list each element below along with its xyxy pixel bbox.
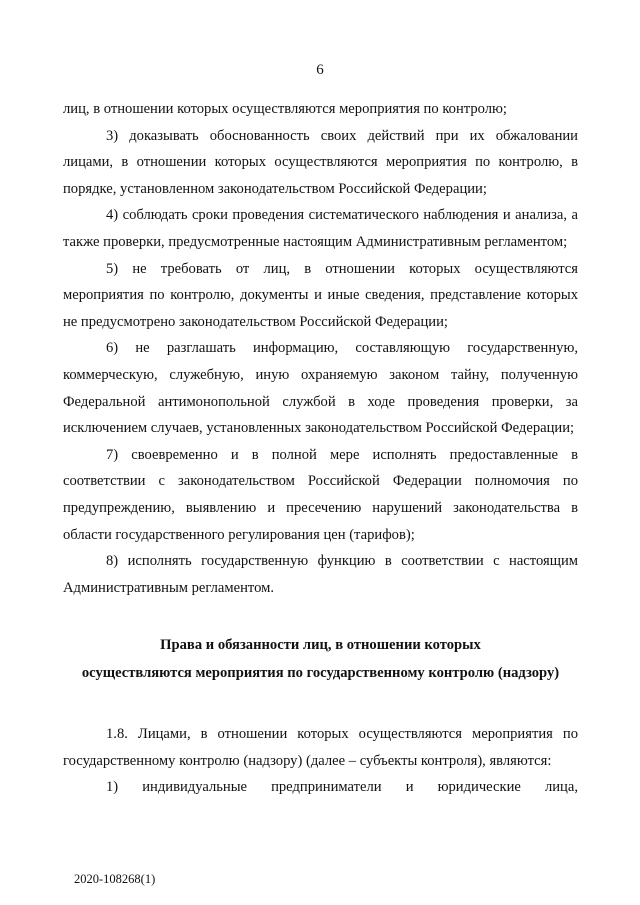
paragraph-item-6: 6) не разглашать информацию, составляющую государственную, коммерческую, служебную, иную охраняемую законом тайну, полученную Федеральной антимонопольной службой в ходе проведения проверки, за исключением случаев, установленных законодательством Российской Федерации;: [63, 340, 578, 437]
paragraph-1-8: 1.8. Лицами, в отношении которых осуществляются мероприятия по государственному контролю (надзору) (далее – субъекты контроля), являются:: [63, 726, 578, 769]
paragraph-item-8: 8) исполнять государственную функцию в соответствии с настоящим Административным регламентом.: [63, 553, 578, 596]
section-heading: [63, 631, 578, 687]
paragraph-continuation: лиц, в отношении которых осуществляются мероприятия по контролю;: [63, 101, 507, 117]
paragraph-item-4: 4) соблюдать сроки проведения систематического наблюдения и анализа, а также проверки, предусмотренные настоящим Административным регламентом;: [63, 207, 578, 250]
document-body: [63, 96, 578, 801]
paragraph-subitem-1: 1) индивидуальные предприниматели и юридические лица,: [106, 779, 578, 796]
section-heading-line-2: осуществляются мероприятия по государственному контролю (надзору): [81, 665, 560, 682]
document-code: 2020-108268(1): [74, 872, 156, 886]
paragraph-item-5: 5) не требовать от лиц, в отношении которых осуществляются мероприятия по контролю, документы и иные сведения, представление которых не предусмотрено законодательством Российской Федерации;: [63, 260, 578, 330]
page-number: 6: [316, 62, 324, 78]
paragraph-item-3: 3) доказывать обоснованность своих действий при их обжаловании лицами, в отношении которых осуществляются мероприятия по контролю, в порядке, установленном законодательством Российской Федерации;: [63, 127, 578, 197]
section-heading-line-1: Права и обязанности лиц, в отношении которых: [160, 637, 481, 654]
paragraph-item-7: 7) своевременно и в полной мере исполнять предоставленные в соответствии с законодательством Российской Федерации полномочия по предупреждению, выявлению и пресечению нарушений законодательства в области государственного регулирования цен (тарифов);: [63, 446, 578, 543]
